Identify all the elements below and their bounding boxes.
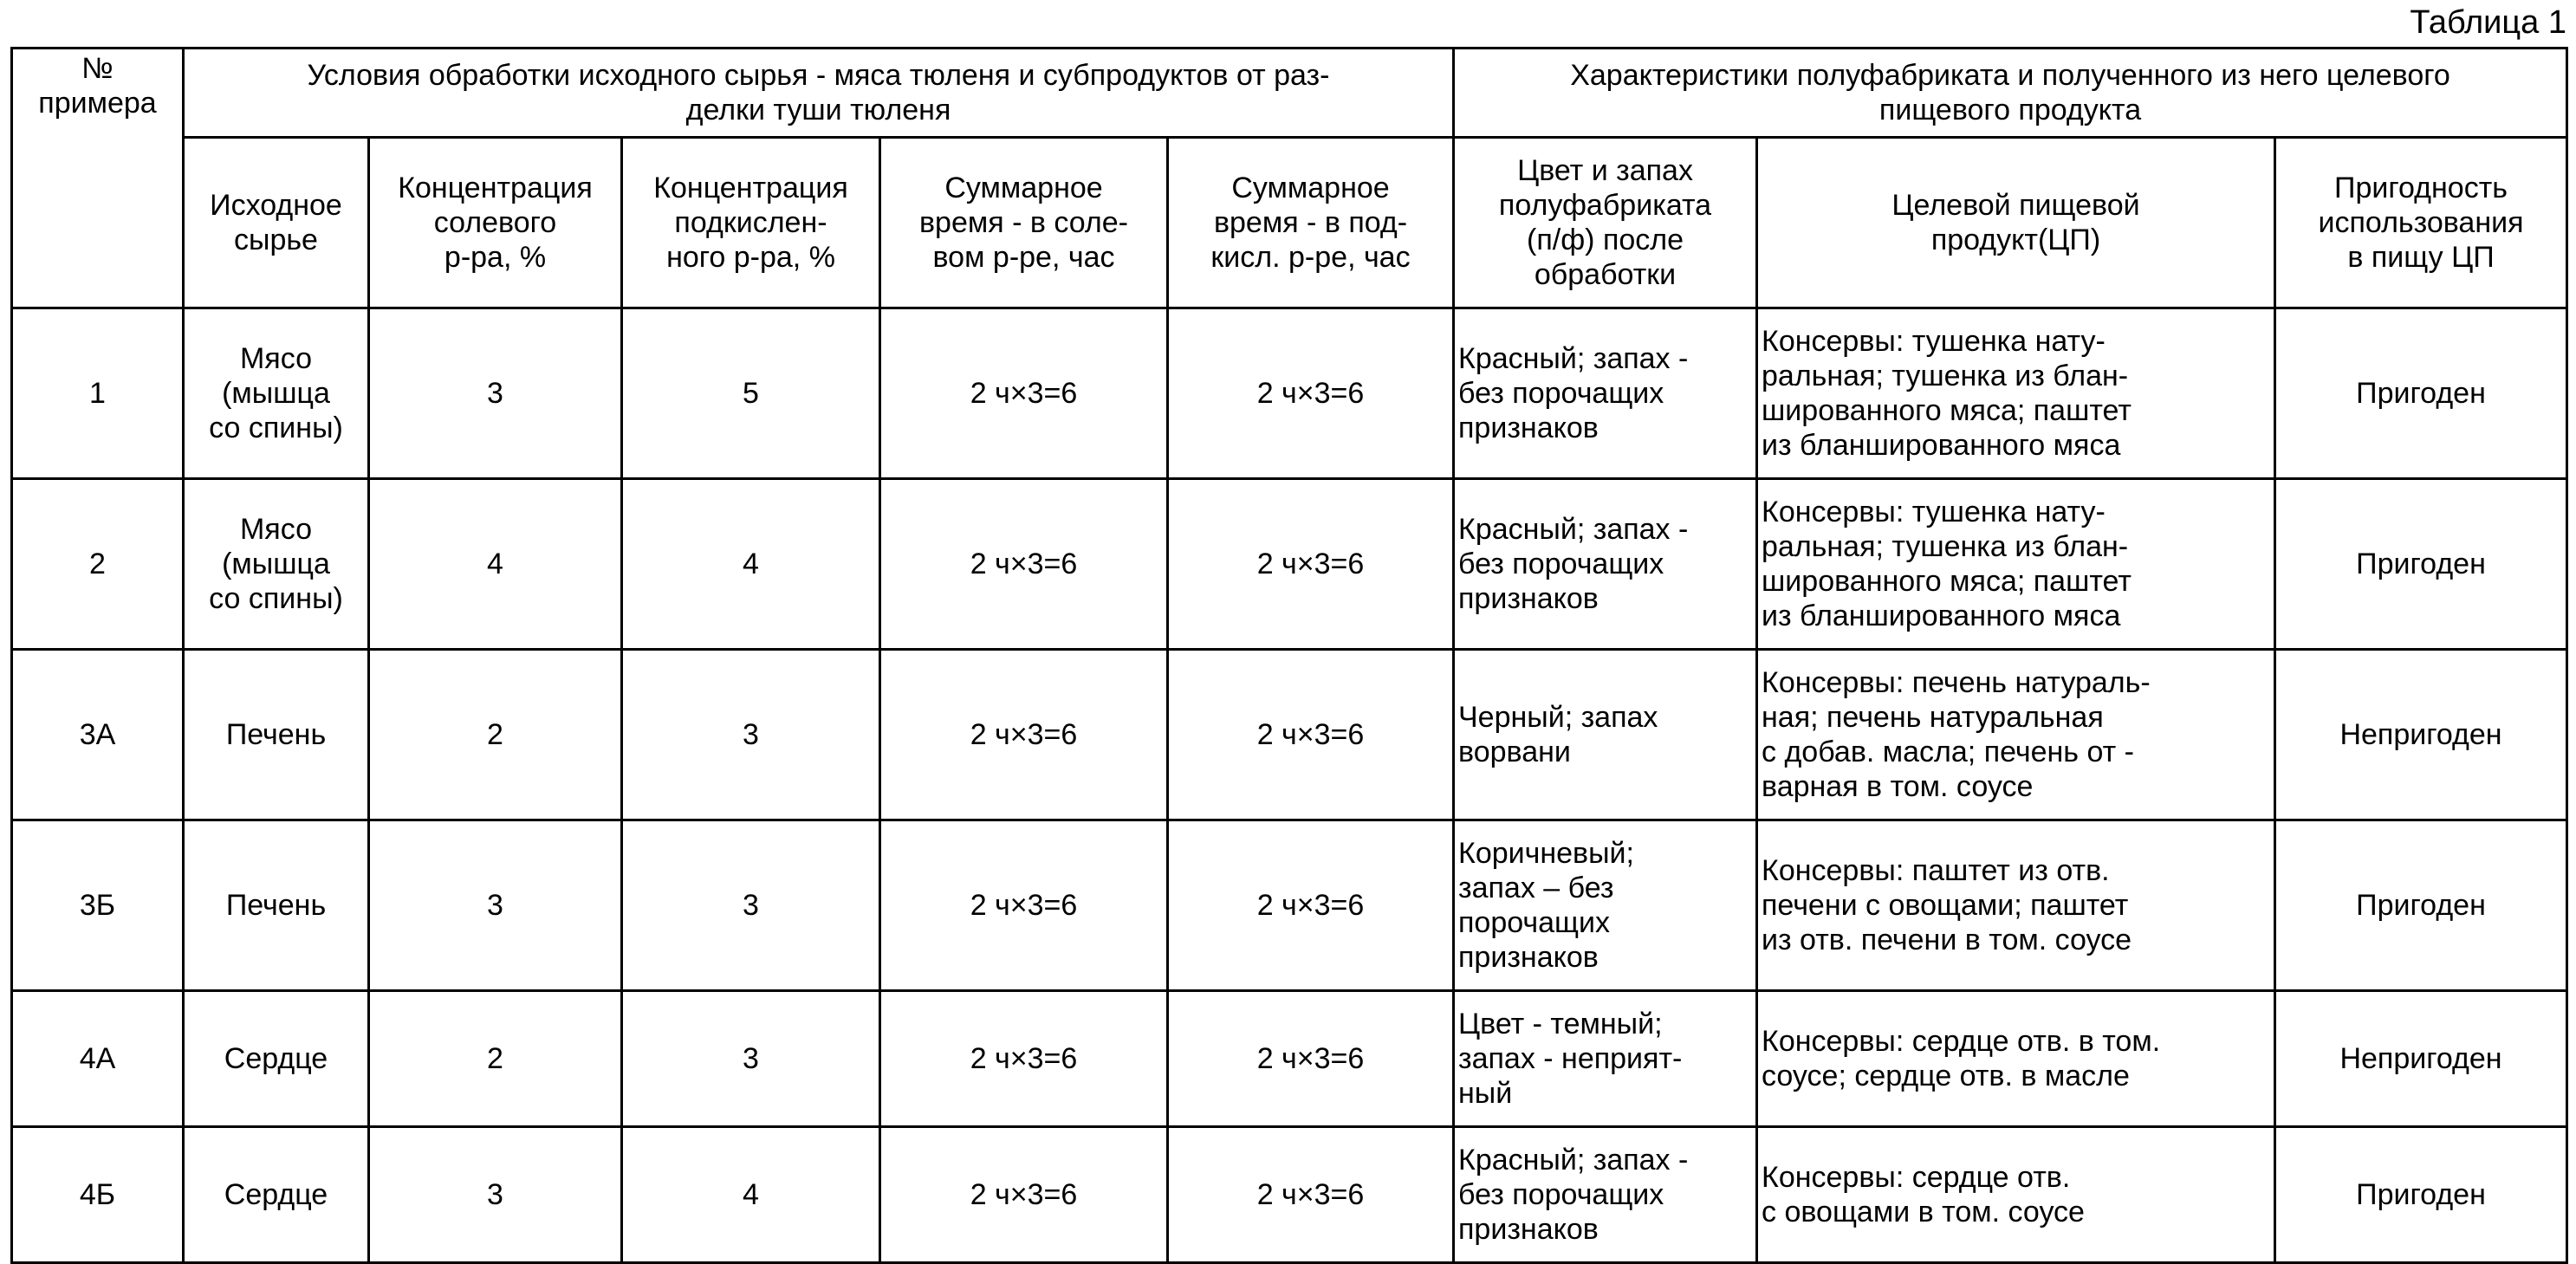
cell-acid-conc: 3	[622, 820, 880, 991]
cell-raw-material: Сердце	[184, 991, 369, 1127]
header-suitability: Пригодность использования в пищу ЦП	[2275, 138, 2567, 308]
header-row-sub	[12, 138, 2567, 308]
cell-acid-conc: 4	[622, 479, 880, 650]
cell-target-product: Консервы: сердце отв. в том. соусе; сердце отв. в масле	[1757, 991, 2275, 1127]
header-salt-conc: Концентрация солевого р-ра, %	[369, 138, 622, 308]
cell-example-no: 3А	[12, 650, 184, 820]
cell-salt-time: 2 ч×3=6	[880, 820, 1168, 991]
cell-salt-time: 2 ч×3=6	[880, 479, 1168, 650]
cell-acid-conc: 3	[622, 650, 880, 820]
table-row	[12, 991, 2567, 1127]
cell-acid-conc: 3	[622, 991, 880, 1127]
cell-salt-conc: 4	[369, 479, 622, 650]
cell-acid-time: 2 ч×3=6	[1168, 820, 1454, 991]
cell-salt-conc: 3	[369, 1127, 622, 1263]
cell-acid-time: 2 ч×3=6	[1168, 650, 1454, 820]
header-raw-material: Исходное сырье	[184, 138, 369, 308]
cell-raw-material: Мясо (мышца со спины)	[184, 308, 369, 479]
cell-target-product: Консервы: паштет из отв. печени с овощами; паштет из отв. печени в том. соусе	[1757, 820, 2275, 991]
cell-example-no: 2	[12, 479, 184, 650]
cell-suitability: Пригоден	[2275, 820, 2567, 991]
cell-target-product: Консервы: печень натураль- ная; печень натуральная с добав. масла; печень от - варная в том. соусе	[1757, 650, 2275, 820]
cell-example-no: 4Б	[12, 1127, 184, 1263]
cell-color-smell: Коричневый; запах – без порочащих признаков	[1454, 820, 1757, 991]
table-row	[12, 650, 2567, 820]
cell-salt-conc: 3	[369, 308, 622, 479]
cell-color-smell: Черный; запах ворвани	[1454, 650, 1757, 820]
cell-salt-conc: 2	[369, 650, 622, 820]
cell-acid-conc: 5	[622, 308, 880, 479]
cell-salt-time: 2 ч×3=6	[880, 308, 1168, 479]
cell-salt-conc: 2	[369, 991, 622, 1127]
cell-raw-material: Печень	[184, 650, 369, 820]
cell-salt-time: 2 ч×3=6	[880, 650, 1168, 820]
cell-acid-time: 2 ч×3=6	[1168, 308, 1454, 479]
cell-suitability: Непригоден	[2275, 650, 2567, 820]
cell-suitability: Пригоден	[2275, 479, 2567, 650]
table-row	[12, 479, 2567, 650]
cell-target-product: Консервы: тушенка нату- ральная; тушенка из блан- шированного мяса; паштет из бланшированного мяса	[1757, 308, 2275, 479]
data-table	[10, 47, 2568, 1264]
cell-suitability: Пригоден	[2275, 308, 2567, 479]
cell-example-no: 1	[12, 308, 184, 479]
table-row	[12, 308, 2567, 479]
cell-suitability: Пригоден	[2275, 1127, 2567, 1263]
cell-example-no: 4А	[12, 991, 184, 1127]
cell-color-smell: Красный; запах - без порочащих признаков	[1454, 479, 1757, 650]
cell-salt-time: 2 ч×3=6	[880, 1127, 1168, 1263]
header-target-product: Целевой пищевой продукт(ЦП)	[1757, 138, 2275, 308]
header-group-characteristics: Характеристики полуфабриката и полученного из него целевого пищевого продукта	[1454, 49, 2567, 138]
cell-acid-time: 2 ч×3=6	[1168, 1127, 1454, 1263]
header-example-no: № примера	[12, 49, 184, 308]
header-salt-time: Суммарное время - в соле- вом р-ре, час	[880, 138, 1168, 308]
header-color-smell: Цвет и запах полуфабриката (п/ф) после обработки	[1454, 138, 1757, 308]
header-acid-conc: Концентрация подкислен- ного р-ра, %	[622, 138, 880, 308]
header-acid-time: Суммарное время - в под- кисл. р-ре, час	[1168, 138, 1454, 308]
cell-acid-time: 2 ч×3=6	[1168, 991, 1454, 1127]
cell-suitability: Непригоден	[2275, 991, 2567, 1127]
cell-salt-conc: 3	[369, 820, 622, 991]
cell-raw-material: Печень	[184, 820, 369, 991]
header-row-top	[12, 49, 2567, 138]
cell-color-smell: Красный; запах - без порочащих признаков	[1454, 308, 1757, 479]
cell-example-no: 3Б	[12, 820, 184, 991]
table-caption: Таблица 1	[2410, 4, 2566, 41]
cell-color-smell: Красный; запах - без порочащих признаков	[1454, 1127, 1757, 1263]
cell-acid-time: 2 ч×3=6	[1168, 479, 1454, 650]
table-row	[12, 1127, 2567, 1263]
cell-salt-time: 2 ч×3=6	[880, 991, 1168, 1127]
header-group-conditions: Условия обработки исходного сырья - мяса тюленя и субпродуктов от раз- делки туши тюленя	[184, 49, 1454, 138]
table-row	[12, 820, 2567, 991]
cell-target-product: Консервы: сердце отв. с овощами в том. соусе	[1757, 1127, 2275, 1263]
cell-raw-material: Сердце	[184, 1127, 369, 1263]
cell-acid-conc: 4	[622, 1127, 880, 1263]
cell-target-product: Консервы: тушенка нату- ральная; тушенка из блан- шированного мяса; паштет из бланшированного мяса	[1757, 479, 2275, 650]
cell-color-smell: Цвет - темный; запах - неприят- ный	[1454, 991, 1757, 1127]
cell-raw-material: Мясо (мышца со спины)	[184, 479, 369, 650]
